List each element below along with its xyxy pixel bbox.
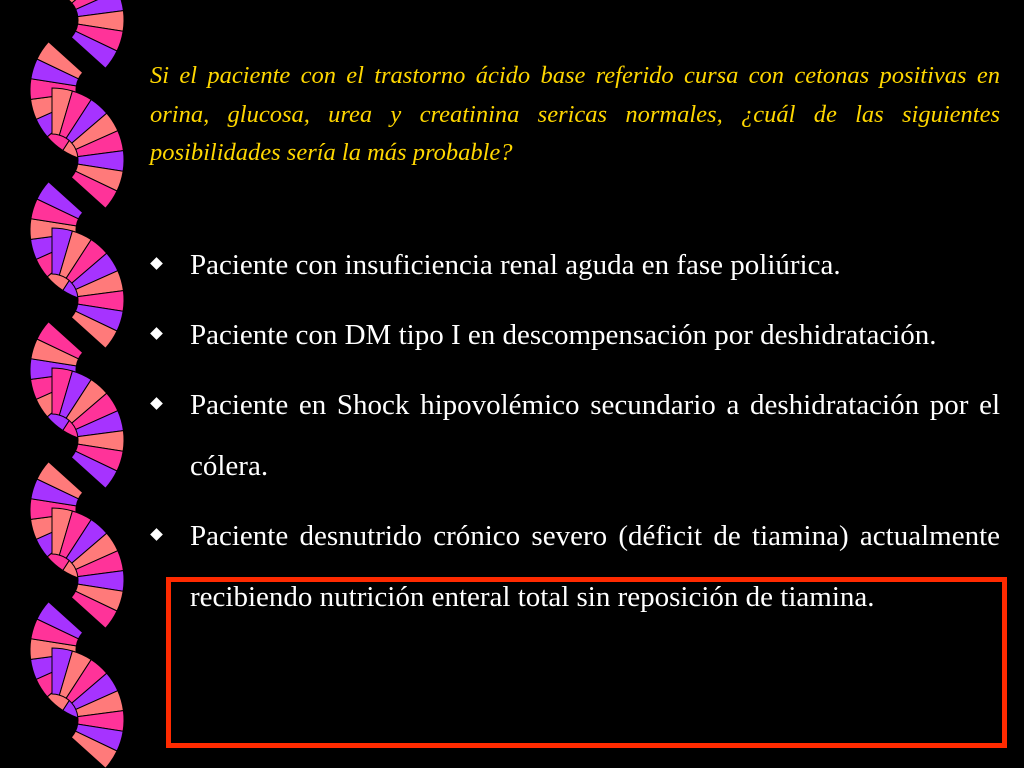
answer-options	[150, 235, 1000, 637]
question-text: Si el paciente con el trastorno ácido base referido cursa con cetonas positivas en orina, glucosa, urea y creatinina sericas normales, ¿cuál de las siguientes posibilidades sería la más probable?	[150, 62, 1000, 166]
option-text: Paciente con DM tipo I en descompensación por deshidratación.	[190, 319, 937, 351]
diamond-bullet-icon	[150, 257, 163, 270]
diamond-bullet-icon	[150, 327, 163, 340]
diamond-bullet-icon	[150, 528, 163, 541]
diamond-bullet-icon	[150, 397, 163, 410]
option-item	[150, 235, 1000, 296]
option-item	[150, 375, 1000, 497]
option-item	[150, 305, 1000, 366]
option-text: Paciente desnutrido crónico severo (déficit de tiamina) actualmente recibiendo nutrición enteral total sin reposición de tiamina.	[190, 520, 1000, 613]
option-item	[150, 506, 1000, 628]
option-text: Paciente con insuficiencia renal aguda en fase poliúrica.	[190, 249, 841, 281]
decorative-ribbon	[0, 0, 150, 768]
option-text: Paciente en Shock hipovolémico secundario a deshidratación por el cólera.	[190, 389, 1000, 482]
